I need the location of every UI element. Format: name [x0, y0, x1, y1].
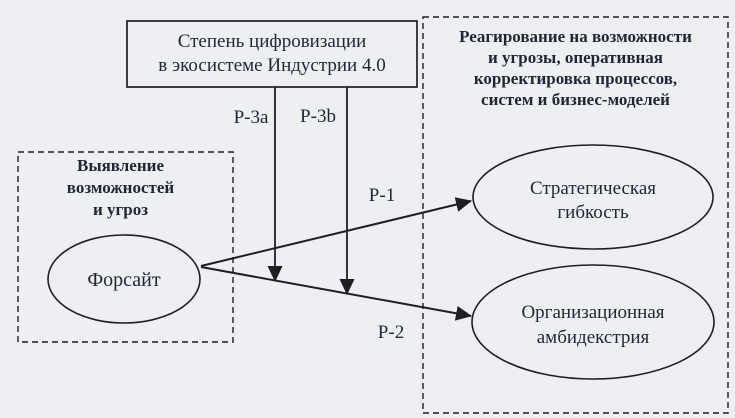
identification-title-line-2: возможностей — [66, 178, 175, 197]
response-title-line-1: Реагирование на возможности — [459, 27, 692, 46]
foresight-node-label — [48, 235, 200, 323]
response-title-line-2: и угрозы, оперативная — [488, 48, 663, 67]
identification-title-line-3: и угроз — [92, 200, 149, 219]
p3a-text: P-3a — [233, 107, 269, 128]
strategic-flexibility-line-2: гибкость — [557, 201, 629, 223]
organizational-ambidexterity-line-1: Организационная — [521, 302, 665, 323]
response-title-line-4: систем и бизнес-моделей — [481, 90, 670, 109]
p3b-text: P-3b — [300, 106, 336, 127]
digitalization-box-label — [127, 21, 417, 87]
identification-box-title — [18, 155, 223, 221]
foresight-text: Форсайт — [87, 269, 161, 291]
edge-label-p2 — [359, 321, 423, 345]
edge-label-p3a — [219, 106, 283, 130]
arrow-p2 — [201, 267, 471, 316]
edge-label-p3b — [286, 105, 350, 129]
strategic-flexibility-node-label — [472, 145, 714, 249]
response-box-title — [433, 24, 718, 112]
digitalization-line-1: Степень цифровизации — [177, 31, 367, 52]
response-title-line-3: корректировка процессов, — [473, 69, 678, 88]
p1-text: P-1 — [368, 185, 396, 206]
p2-text: P-2 — [377, 322, 405, 343]
arrow-p1 — [201, 201, 471, 266]
digitalization-line-2: в экосистеме Индустрии 4.0 — [158, 55, 386, 76]
edge-label-p1 — [350, 184, 414, 208]
organizational-ambidexterity-line-2: амбидекстрия — [536, 327, 650, 348]
strategic-flexibility-line-1: Стратегическая — [529, 177, 657, 199]
organizational-ambidexterity-node-label — [472, 265, 714, 379]
identification-title-line-1: Выявление — [77, 156, 164, 175]
